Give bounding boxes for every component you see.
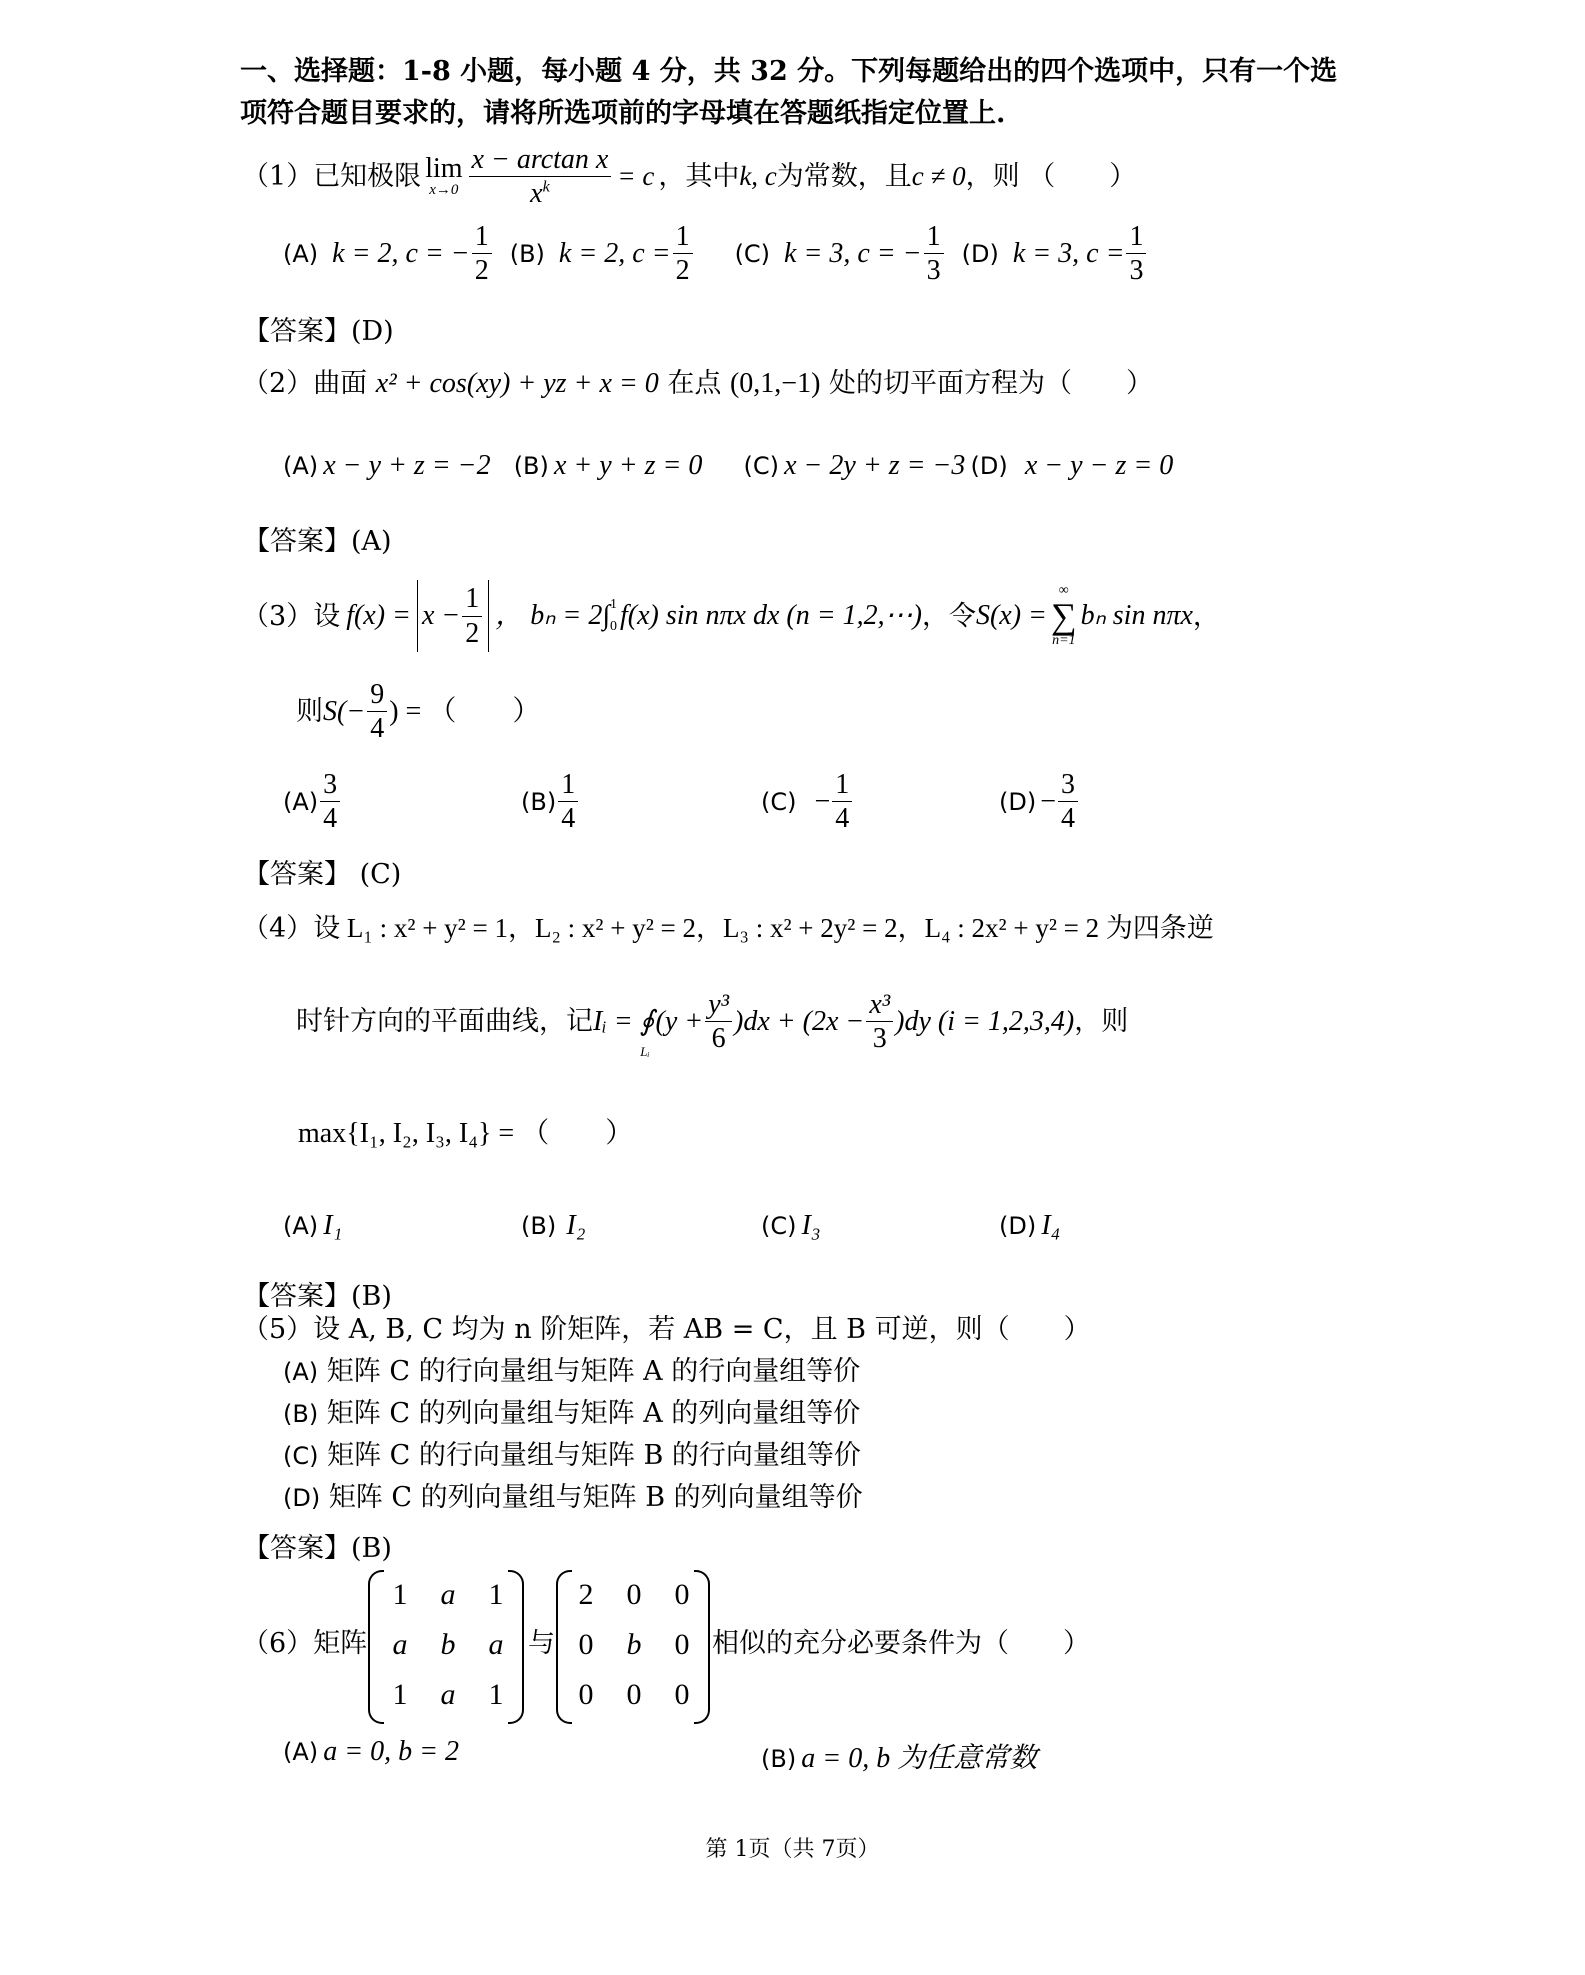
sum-symbol: ∞ ∑ n=1 bbox=[1050, 583, 1077, 648]
matrix-2 bbox=[562, 1570, 706, 1720]
limit-fraction-denominator: x bbox=[530, 178, 543, 210]
section-header-line1: 一、选择题：1-8 小题，每小题 4 分，共 32 分。下列每题给出的四个选项中，只有一个选 bbox=[240, 56, 1338, 87]
q4-option-a-label: (A) bbox=[283, 1212, 319, 1240]
tangent-point: (0,1,−1) bbox=[729, 368, 821, 399]
question-2-text-c: 处的切平面方程为（ ） bbox=[829, 368, 1153, 399]
q5-option-c bbox=[283, 1442, 861, 1469]
frac2-num: x³ bbox=[866, 990, 893, 1022]
question-3-then: 则 bbox=[296, 696, 323, 728]
question-2-text-a: 曲面 bbox=[313, 368, 368, 399]
q3-option-c-den: 4 bbox=[835, 803, 850, 835]
series-body: bₙ sin nπx bbox=[1080, 600, 1193, 631]
question-3-stem bbox=[242, 578, 1220, 654]
q3-option-a-num: 3 bbox=[320, 770, 340, 802]
matrix1-cell: 1 bbox=[392, 1678, 408, 1711]
q5-option-d-label: (D) bbox=[283, 1484, 321, 1512]
q4-option-d-label: (D) bbox=[999, 1212, 1037, 1240]
integrand-c: )dy (i = 1,2,3,4) bbox=[895, 1005, 1075, 1037]
q3-option-d-den: 4 bbox=[1061, 803, 1076, 835]
q5-option-a-text: 矩阵 C 的行向量组与矩阵 A 的行向量组等价 bbox=[326, 1356, 861, 1387]
q1-option-c-den: 3 bbox=[926, 255, 941, 287]
abs-frac-num: 1 bbox=[462, 584, 482, 616]
question-6-text-b: 相似的充分必要条件为（ ） bbox=[712, 1628, 1090, 1659]
question-3-ask bbox=[296, 680, 540, 744]
question-1-answer: 【答案】(D) bbox=[243, 316, 394, 347]
question-1-text-a: 已知极限 bbox=[313, 161, 422, 193]
q3-option-d-sign: − bbox=[1040, 785, 1057, 817]
matrix1-cell: 1 bbox=[488, 1678, 504, 1711]
q2-option-c-text: x − 2y + z = −3 bbox=[784, 450, 966, 481]
q2-option-a-text: x − y + z = −2 bbox=[323, 450, 491, 481]
line-integral-sub: Lᵢ bbox=[640, 1044, 650, 1060]
limit-result: = c bbox=[617, 161, 655, 192]
q1-option-a-den: 2 bbox=[474, 255, 489, 287]
limit-subscript: x→0 bbox=[429, 182, 459, 199]
integral-upper: 1 bbox=[610, 596, 617, 612]
question-1-text-d: 为常数，且 bbox=[776, 161, 912, 193]
question-4-text-e: ，则 bbox=[1074, 1006, 1129, 1038]
question-2-text-b: 在点 bbox=[667, 368, 722, 399]
q4-option-b-label: (B) bbox=[521, 1212, 557, 1240]
question-4-number: （4） bbox=[242, 913, 314, 944]
s-arg-den: 4 bbox=[370, 713, 385, 745]
integral-lower: 0 bbox=[610, 619, 617, 634]
matrix2-cell: 0 bbox=[674, 1578, 690, 1611]
constants-kc: k, c bbox=[739, 161, 777, 192]
q2-option-c-label: (C) bbox=[743, 452, 779, 480]
matrix1-cell: a bbox=[392, 1628, 408, 1661]
question-2-stem bbox=[242, 370, 1153, 398]
s-arg-num: 9 bbox=[367, 680, 387, 712]
q5-option-b-label: (B) bbox=[283, 1400, 319, 1428]
absolute-value bbox=[417, 580, 489, 652]
matrix1-cell: 1 bbox=[488, 1578, 504, 1611]
question-4-options bbox=[283, 1210, 1103, 1244]
q5-option-b-text: 矩阵 C 的列向量组与矩阵 A 的列向量组等价 bbox=[326, 1398, 861, 1429]
matrix-1 bbox=[376, 1570, 520, 1720]
matrix2-cell: 0 bbox=[674, 1628, 690, 1661]
question-6-lead bbox=[242, 1630, 367, 1657]
s-value-post: ) = （ ） bbox=[389, 695, 541, 727]
q3-option-c-num: 1 bbox=[832, 770, 852, 802]
q2-option-a-label: (A) bbox=[283, 452, 319, 480]
q2-option-b-label: (B) bbox=[513, 452, 549, 480]
integrand-b: )dx + (2x − bbox=[734, 1005, 865, 1037]
question-5-answer: 【答案】(B) bbox=[243, 1533, 392, 1564]
q5-option-c-label: (C) bbox=[283, 1442, 319, 1470]
q6-option-b bbox=[761, 1736, 1037, 1776]
question-2-answer: 【答案】(A) bbox=[243, 526, 392, 557]
q3-option-c-label: (C) bbox=[761, 787, 797, 816]
question-6-text-a: 矩阵 bbox=[313, 1628, 368, 1659]
matrix2-cell: 2 bbox=[578, 1578, 594, 1611]
question-5-stem: （5）设 A, B, C 均为 n 阶矩阵，若 AB = C，且 B 可逆，则（ ） bbox=[242, 1314, 1091, 1345]
question-4-answer: 【答案】(B) bbox=[243, 1281, 392, 1312]
matrix1-cell: a bbox=[440, 1578, 456, 1611]
q1-option-a-num: 1 bbox=[472, 222, 492, 254]
q3-option-d-label: (D) bbox=[999, 787, 1037, 816]
q4-option-b-text: I₂ bbox=[566, 1210, 586, 1241]
q1-option-b-num: 1 bbox=[673, 222, 693, 254]
q4-option-d-text: I₄ bbox=[1041, 1210, 1061, 1241]
q3-option-b-label: (B) bbox=[521, 787, 557, 816]
q1-option-d-num: 1 bbox=[1126, 222, 1146, 254]
q1-option-c-expr: k = 3, c = − bbox=[784, 237, 922, 269]
matrix2-cell: 0 bbox=[626, 1578, 642, 1611]
line-integral-def: Iᵢ = ∮ bbox=[593, 1005, 655, 1037]
bn-def: ， bₙ = 2∫ bbox=[495, 600, 610, 631]
sum-lower: n=1 bbox=[1052, 633, 1076, 648]
matrix2-cell: b bbox=[626, 1628, 642, 1661]
page-footer: 第 1页（共 7页） bbox=[705, 1837, 880, 1862]
question-3-text-b: ，令 bbox=[921, 600, 976, 632]
matrix2-cell: 0 bbox=[674, 1678, 690, 1711]
q3-option-c-sign: − bbox=[814, 785, 831, 817]
q6-option-b-text: a = 0, b 为任意常数 bbox=[801, 1743, 1038, 1774]
question-1-number: （1） bbox=[242, 161, 314, 193]
question-6-with: 与 bbox=[528, 1628, 555, 1659]
question-6-number: （6） bbox=[242, 1628, 314, 1659]
q4-option-c-text: I₃ bbox=[801, 1210, 821, 1241]
q3-option-b-den: 4 bbox=[561, 803, 576, 835]
question-4-line3 bbox=[298, 1120, 633, 1148]
question-3-answer: 【答案】 (C) bbox=[243, 859, 402, 890]
q5-option-a-label: (A) bbox=[283, 1358, 319, 1386]
q5-option-c-text: 矩阵 C 的行向量组与矩阵 B 的行向量组等价 bbox=[327, 1440, 861, 1471]
q6-option-a-label: (A) bbox=[283, 1738, 319, 1766]
question-3-text-c: ， bbox=[1192, 600, 1220, 632]
frac2-den: 3 bbox=[872, 1023, 887, 1055]
q3-option-a-label: (A) bbox=[283, 787, 319, 816]
q1-option-b-expr: k = 2, c = bbox=[558, 237, 671, 269]
limit-fraction-numerator: x − arctan x bbox=[469, 145, 612, 177]
matrix1-cell: b bbox=[440, 1628, 456, 1661]
bn-integrand: f(x) sin nπx dx (n = 1,2,⋯) bbox=[620, 600, 922, 631]
q5-option-a bbox=[283, 1358, 860, 1385]
question-2-options bbox=[283, 450, 1173, 482]
q4-option-c-label: (C) bbox=[761, 1212, 797, 1240]
integrand-a: (y + bbox=[655, 1005, 704, 1037]
question-3-options bbox=[283, 770, 1103, 844]
matrix1-right-paren bbox=[508, 1570, 524, 1724]
q3-option-a-den: 4 bbox=[323, 803, 338, 835]
q1-option-d-expr: k = 3, c = bbox=[1012, 237, 1125, 269]
series-s: S(x) = bbox=[975, 600, 1047, 631]
frac1-num: y³ bbox=[705, 990, 732, 1022]
q6-option-b-label: (B) bbox=[761, 1745, 797, 1773]
q2-option-d-label: (D) bbox=[970, 452, 1008, 480]
q5-option-d bbox=[283, 1484, 863, 1511]
q2-option-b-text: x + y + z = 0 bbox=[553, 450, 703, 481]
q1-option-a-expr: k = 2, c = − bbox=[332, 237, 470, 269]
matrix2-cell: 0 bbox=[626, 1678, 642, 1711]
question-1-text-e: ，则 （ ） bbox=[965, 161, 1137, 193]
q1-option-a-label: (A) bbox=[283, 239, 319, 268]
q1-option-b-den: 2 bbox=[675, 255, 690, 287]
q1-option-b-label: (B) bbox=[509, 239, 545, 268]
limit-fraction-exponent: k bbox=[542, 179, 550, 197]
q1-option-c-num: 1 bbox=[924, 222, 944, 254]
q3-option-d-num: 3 bbox=[1058, 770, 1078, 802]
max-expression: max{I₁, I₂, I₃, I₄} = （ ） bbox=[298, 1118, 634, 1149]
abs-frac-den: 2 bbox=[465, 617, 480, 649]
question-3-text-a: 设 bbox=[313, 600, 341, 632]
frac1-den: 6 bbox=[711, 1023, 726, 1055]
question-4-text-a: 时针方向的平面曲线，记 bbox=[296, 1006, 593, 1038]
q2-option-d-text: x − y − z = 0 bbox=[1024, 450, 1174, 481]
q5-option-d-text: 矩阵 C 的列向量组与矩阵 B 的列向量组等价 bbox=[328, 1482, 863, 1513]
q6-option-a-text: a = 0, b = 2 bbox=[323, 1736, 460, 1767]
matrix1-cell: a bbox=[440, 1678, 456, 1711]
q1-option-d-label: (D) bbox=[961, 239, 999, 268]
matrix1-cell: 1 bbox=[392, 1578, 408, 1611]
sum-upper: ∞ bbox=[1058, 583, 1069, 598]
question-1-text-c: ，其中 bbox=[658, 161, 740, 193]
surface-equation: x² + cos(xy) + yz + x = 0 bbox=[375, 368, 659, 399]
question-1-options bbox=[283, 222, 1148, 286]
s-value-pre: S(− bbox=[323, 695, 366, 727]
question-3-number: （3） bbox=[242, 600, 314, 632]
abs-expr: x − bbox=[421, 600, 461, 631]
matrix2-cell: 0 bbox=[578, 1678, 594, 1711]
question-4-line1 bbox=[242, 915, 1214, 942]
limit-operator: lim bbox=[425, 153, 463, 185]
q4-option-a-text: I₁ bbox=[323, 1210, 343, 1241]
matrix2-right-paren bbox=[694, 1570, 710, 1724]
function-f: f(x) = bbox=[346, 600, 411, 631]
q3-option-b-num: 1 bbox=[558, 770, 578, 802]
question-4-curves: 设 L₁ : x² + y² = 1，L₂ : x² + y² = 2，L₃ : x² + 2y² = 2，L₄ : 2x² + y² = 2 为四条逆 bbox=[313, 913, 1214, 943]
matrix2-cell: 0 bbox=[578, 1628, 594, 1661]
q1-option-d-den: 3 bbox=[1129, 255, 1144, 287]
section-header-line2: 项符合题目要求的，请将所选项前的字母填在答题纸指定位置上. bbox=[240, 98, 1006, 129]
q5-option-b bbox=[283, 1400, 860, 1427]
limit-fraction bbox=[469, 145, 612, 209]
q1-option-c-label: (C) bbox=[734, 239, 771, 268]
question-2-number: （2） bbox=[242, 368, 314, 399]
question-4-line2 bbox=[296, 989, 1129, 1060]
matrix1-cell: a bbox=[488, 1628, 504, 1661]
c-nonzero: c ≠ 0 bbox=[911, 161, 966, 192]
q6-option-a bbox=[283, 1736, 459, 1768]
question-1-stem bbox=[242, 145, 1136, 209]
